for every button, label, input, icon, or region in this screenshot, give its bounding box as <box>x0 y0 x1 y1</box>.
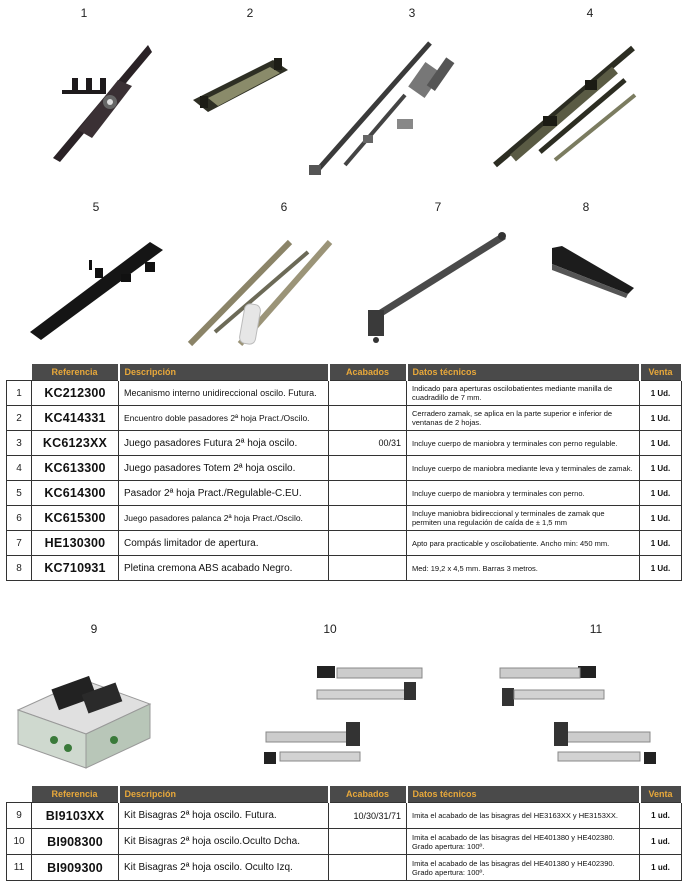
hinge-set-right-icon <box>262 660 424 772</box>
lever-bolt-icon <box>180 232 340 352</box>
row-number: 2 <box>7 406 32 431</box>
description: Pasador 2ª hoja Pract./Regulable-C.EU. <box>119 481 329 506</box>
bolt-set-icon <box>485 40 640 170</box>
locking-bolt-icon <box>25 232 170 342</box>
table-row <box>7 803 682 829</box>
sale-unit: 1 Ud. <box>640 381 682 406</box>
technical-data: Apto para practicable y oscilobatiente. Ancho min: 450 mm. <box>407 531 640 556</box>
espagnolette-rod-icon <box>305 35 470 180</box>
description: Kit Bisagras 2ª hoja oscilo. Futura. <box>119 803 329 829</box>
table-row <box>7 381 682 406</box>
hinge-set-left-icon <box>498 660 658 772</box>
table-row <box>7 506 682 531</box>
row-number: 11 <box>7 855 32 881</box>
technical-data: Imita el acabado de las bisagras del HE401380 y HE402390. Grado apertura: 100º. <box>407 855 640 881</box>
table-row <box>7 829 682 855</box>
description: Juego pasadores Futura 2ª hoja oscilo. <box>119 431 329 456</box>
product-number: 10 <box>323 622 337 636</box>
reference-code: KC613300 <box>32 456 119 481</box>
product-number: 1 <box>80 6 88 20</box>
table-row <box>7 431 682 456</box>
reference-code: HE130300 <box>32 531 119 556</box>
row-number: 4 <box>7 456 32 481</box>
technical-data: Incluye cuerpo de maniobra y terminales con perno regulable. <box>407 431 640 456</box>
product-number: 4 <box>586 6 594 20</box>
table-row <box>7 456 682 481</box>
finishes <box>329 406 407 431</box>
sale-unit: 1 Ud. <box>640 431 682 456</box>
reference-code: BI9103XX <box>32 803 119 829</box>
product-number: 3 <box>408 6 416 20</box>
technical-data: Incluye cuerpo de maniobra y terminales con perno. <box>407 481 640 506</box>
reference-code: KC6123XX <box>32 431 119 456</box>
reference-code: KC614300 <box>32 481 119 506</box>
finishes <box>329 481 407 506</box>
finishes <box>329 506 407 531</box>
row-number: 10 <box>7 829 32 855</box>
reference-code: BI909300 <box>32 855 119 881</box>
table-row <box>7 855 682 881</box>
column-header-datos: Datos técnicos <box>407 364 640 381</box>
description: Kit Bisagras 2ª hoja oscilo.Oculto Dcha. <box>119 829 329 855</box>
reference-code: KC414331 <box>32 406 119 431</box>
finishes <box>329 531 407 556</box>
technical-data: Cerradero zamak, se aplica en la parte superior e inferior de ventanas de 2 hojas. <box>407 406 640 431</box>
row-number: 8 <box>7 556 32 581</box>
sale-unit: 1 Ud. <box>640 531 682 556</box>
reference-code: KC615300 <box>32 506 119 531</box>
column-header-descripcion: Descripción <box>119 786 329 803</box>
sale-unit: 1 ud. <box>640 803 682 829</box>
product-number: 6 <box>280 200 288 214</box>
row-number: 7 <box>7 531 32 556</box>
technical-data: Imita el acabado de las bisagras del HE3163XX y HE3153XX. <box>407 803 640 829</box>
description: Juego pasadores palanca 2ª hoja Pract./Oscilo. <box>119 506 329 531</box>
description: Kit Bisagras 2ª hoja oscilo. Oculto Izq. <box>119 855 329 881</box>
row-number: 5 <box>7 481 32 506</box>
description: Pletina cremona ABS acabado Negro. <box>119 556 329 581</box>
sale-unit: 1 Ud. <box>640 456 682 481</box>
hinge-fitting-icon <box>188 50 293 120</box>
finishes <box>329 556 407 581</box>
reference-code: KC212300 <box>32 381 119 406</box>
description: Compás limitador de apertura. <box>119 531 329 556</box>
sale-unit: 1 Ud. <box>640 506 682 531</box>
sale-unit: 1 ud. <box>640 855 682 881</box>
description: Encuentro doble pasadores 2ª hoja Pract./Oscilo. <box>119 406 329 431</box>
product-number: 5 <box>92 200 100 214</box>
finishes <box>329 381 407 406</box>
product-table <box>6 364 683 581</box>
table-row <box>7 556 682 581</box>
column-header-venta: Venta <box>640 364 682 381</box>
technical-data: Imita el acabado de las bisagras del HE401380 y HE402380. Grado apertura: 100º. <box>407 829 640 855</box>
table-row <box>7 481 682 506</box>
row-number: 1 <box>7 381 32 406</box>
row-number: 3 <box>7 431 32 456</box>
column-header-acabados: Acabados <box>329 364 407 381</box>
hinge-table <box>6 786 683 881</box>
table-row <box>7 406 682 431</box>
row-number: 9 <box>7 803 32 829</box>
sale-unit: 1 Ud. <box>640 406 682 431</box>
column-header-acabados: Acabados <box>329 786 407 803</box>
technical-data: Incluye maniobra bidireccional y terminales de zamak que permiten una regulación de caída de ± 1,5 mm <box>407 506 640 531</box>
technical-data: Med: 19,2 x 4,5 mm. Barras 3 metros. <box>407 556 640 581</box>
row-number: 6 <box>7 506 32 531</box>
finishes <box>329 829 407 855</box>
window-mechanism-icon <box>48 40 158 165</box>
column-header-descripcion: Descripción <box>119 364 329 381</box>
sale-unit: 1 Ud. <box>640 556 682 581</box>
column-header-referencia: Referencia <box>32 786 119 803</box>
plastic-strip-icon <box>548 242 638 302</box>
product-number: 7 <box>434 200 442 214</box>
technical-data: Indicado para aperturas oscilobatientes mediante manilla de cuadradillo de 7 mm. <box>407 381 640 406</box>
column-header-datos: Datos técnicos <box>407 786 640 803</box>
sale-unit: 1 Ud. <box>640 481 682 506</box>
product-number: 9 <box>90 622 98 636</box>
finishes: 10/30/31/71 <box>329 803 407 829</box>
stay-arm-icon <box>362 228 512 346</box>
finishes <box>329 855 407 881</box>
table-row <box>7 531 682 556</box>
description: Mecanismo interno unidireccional oscilo. Futura. <box>119 381 329 406</box>
hinge-kit-box-icon <box>14 660 154 772</box>
product-number: 2 <box>246 6 254 20</box>
finishes: 00/31 <box>329 431 407 456</box>
reference-code: KC710931 <box>32 556 119 581</box>
finishes <box>329 456 407 481</box>
sale-unit: 1 ud. <box>640 829 682 855</box>
product-number: 8 <box>582 200 590 214</box>
reference-code: BI908300 <box>32 829 119 855</box>
description: Juego pasadores Totem 2ª hoja oscilo. <box>119 456 329 481</box>
product-number: 11 <box>589 622 603 636</box>
technical-data: Incluye cuerpo de maniobra mediante leva y terminales de zamak. <box>407 456 640 481</box>
column-header-referencia: Referencia <box>32 364 119 381</box>
column-header-venta: Venta <box>640 786 682 803</box>
